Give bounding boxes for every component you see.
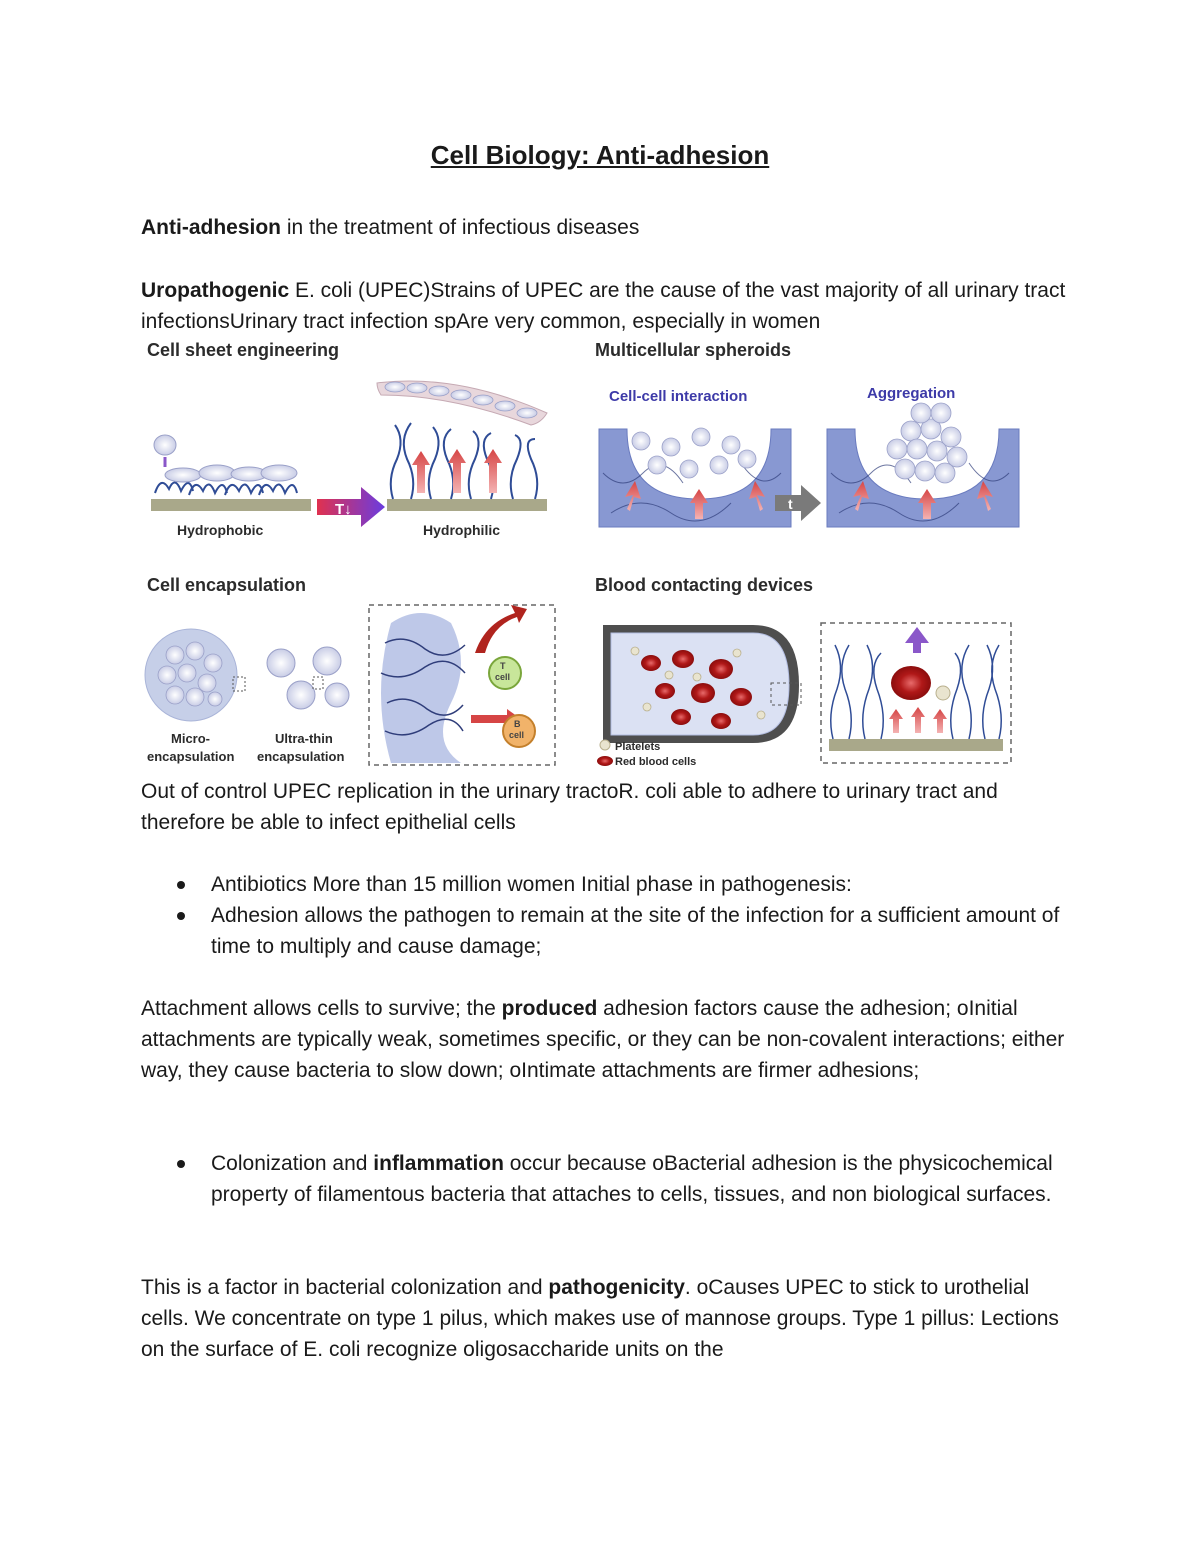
bullet-list-1 — [141, 869, 1071, 962]
hydrophobic-substrate — [151, 499, 311, 511]
hydrophilic-label: Hydrophilic — [423, 522, 501, 538]
cell-cell-label: Cell-cell interaction — [609, 388, 748, 405]
seeding-cell — [154, 435, 176, 455]
ultrathin-label-line1: Ultra-thin — [275, 731, 333, 746]
device-substrate — [829, 739, 1003, 751]
temperature-label: T↓ — [335, 501, 352, 518]
t-cell — [489, 657, 521, 689]
repel-arrow — [905, 627, 929, 653]
spheroids-heading: Multicellular spheroids — [595, 340, 792, 360]
attachment-paragraph — [141, 993, 1071, 1086]
blood-devices-heading: Blood contacting devices — [595, 575, 814, 595]
ultrathin-zoom-box — [313, 677, 323, 689]
detach-arrows — [412, 449, 502, 493]
collapsed-polymer — [155, 482, 297, 495]
legend-rbc: Red blood cells — [615, 756, 697, 768]
colonization-text-c: occur because oBacterial adhesion is the physicochemical property of filamentous bacteria that attaches to cells, tissues, and non biological surfaces. — [211, 1152, 1053, 1206]
dispersed-cells — [632, 428, 756, 478]
temperature-arrow — [317, 487, 385, 527]
spheroid — [887, 403, 967, 483]
pathogenicity-text-a: This is a factor in bacterial colonization and — [141, 1276, 549, 1299]
b-cell-label-2: cell — [509, 730, 525, 740]
attachment-text-a: Attachment allows cells to survive; the — [141, 997, 502, 1020]
replication-paragraph: Out of control UPEC replication in the urinary tractoR. coli able to adhere to urinary tract and therefore be able to infect epithelial cells — [141, 780, 998, 834]
micro-label-line1: Micro- — [171, 731, 210, 746]
encapsulation-panel — [145, 575, 555, 765]
hydrophilic-substrate — [387, 499, 547, 511]
cell-sheet-panel — [147, 340, 547, 538]
page-title: Cell Biology: Anti-adhesion — [430, 140, 770, 170]
colonization-text-a: Colonization and — [211, 1152, 374, 1175]
anti-adhesion-figure — [141, 333, 1021, 773]
cell-sheet-heading: Cell sheet engineering — [147, 340, 340, 360]
bullet-antibiotics: Antibiotics More than 15 million women Initial phase in pathogenesis: — [141, 869, 1071, 900]
upec-paragraph — [141, 275, 1071, 337]
intro-text: in the treatment of infectious diseases — [281, 216, 640, 239]
pathogenicity-bold-term: pathogenicity — [548, 1276, 685, 1299]
upec-bold-term: Uropathogenic — [141, 279, 290, 302]
bullet-colonization — [141, 1148, 1071, 1210]
inset-red-blood-cell — [891, 666, 931, 700]
intro-paragraph — [141, 212, 1071, 243]
colonization-bold-term: inflammation — [373, 1152, 504, 1175]
b-cell — [503, 715, 535, 747]
pathogenicity-text-c: . oCauses UPEC to stick to urothelial cells. We concentrate on type 1 pilus, which makes use of mannose groups. Type 1 pillus: Lections on the surface of E. coli recognize oligosaccharide units on the — [141, 1276, 1059, 1361]
legend-platelets: Platelets — [615, 741, 661, 753]
b-cell-label-1: B — [514, 719, 521, 729]
pathogenicity-paragraph — [141, 1272, 1071, 1365]
aggregation-label: Aggregation — [867, 385, 956, 402]
bullet-adhesion: Adhesion allows the pathogen to remain at the site of the infection for a sufficient amount of time to multiply and cause damage; — [141, 900, 1071, 962]
ultrathin-cells — [267, 647, 349, 709]
time-label: t — [788, 496, 793, 512]
blood-devices-panel — [595, 575, 1011, 768]
t-cell-label-2: cell — [495, 672, 511, 682]
legend-rbc-icon — [597, 756, 613, 766]
hydrophobic-label: Hydrophobic — [177, 522, 264, 538]
ultrathin-label-line2: encapsulation — [257, 749, 345, 764]
t-cell-label-1: T — [500, 661, 506, 671]
detached-cell-sheet — [377, 381, 547, 425]
micro-label-line2: encapsulation — [147, 749, 235, 764]
attachment-bold-term: produced — [501, 997, 598, 1020]
intro-bold-term: Anti-adhesion — [141, 216, 281, 239]
encapsulation-heading: Cell encapsulation — [147, 575, 307, 595]
bullet-list-2 — [141, 1148, 1071, 1210]
spheroids-panel — [595, 340, 1019, 527]
adhered-cells — [165, 465, 297, 482]
attachment-text-c: adhesion factors cause the adhesion; oInitial attachments are typically weak, sometimes specific, or they can be non-covalent interactions; either way, they cause bacteria to slow down; oIntimate attachments are firmer adhesions; — [141, 997, 1065, 1082]
upec-text: E. coli (UPEC)Strains of UPEC are the cause of the vast majority of all urinary tract infectionsUrinary tract infection spAre very common, especially in women — [141, 279, 1066, 333]
inset-platelet — [936, 686, 950, 700]
membrane-layer — [381, 613, 461, 763]
inset-red-arrows — [889, 707, 947, 733]
legend-platelet-icon — [600, 740, 610, 750]
